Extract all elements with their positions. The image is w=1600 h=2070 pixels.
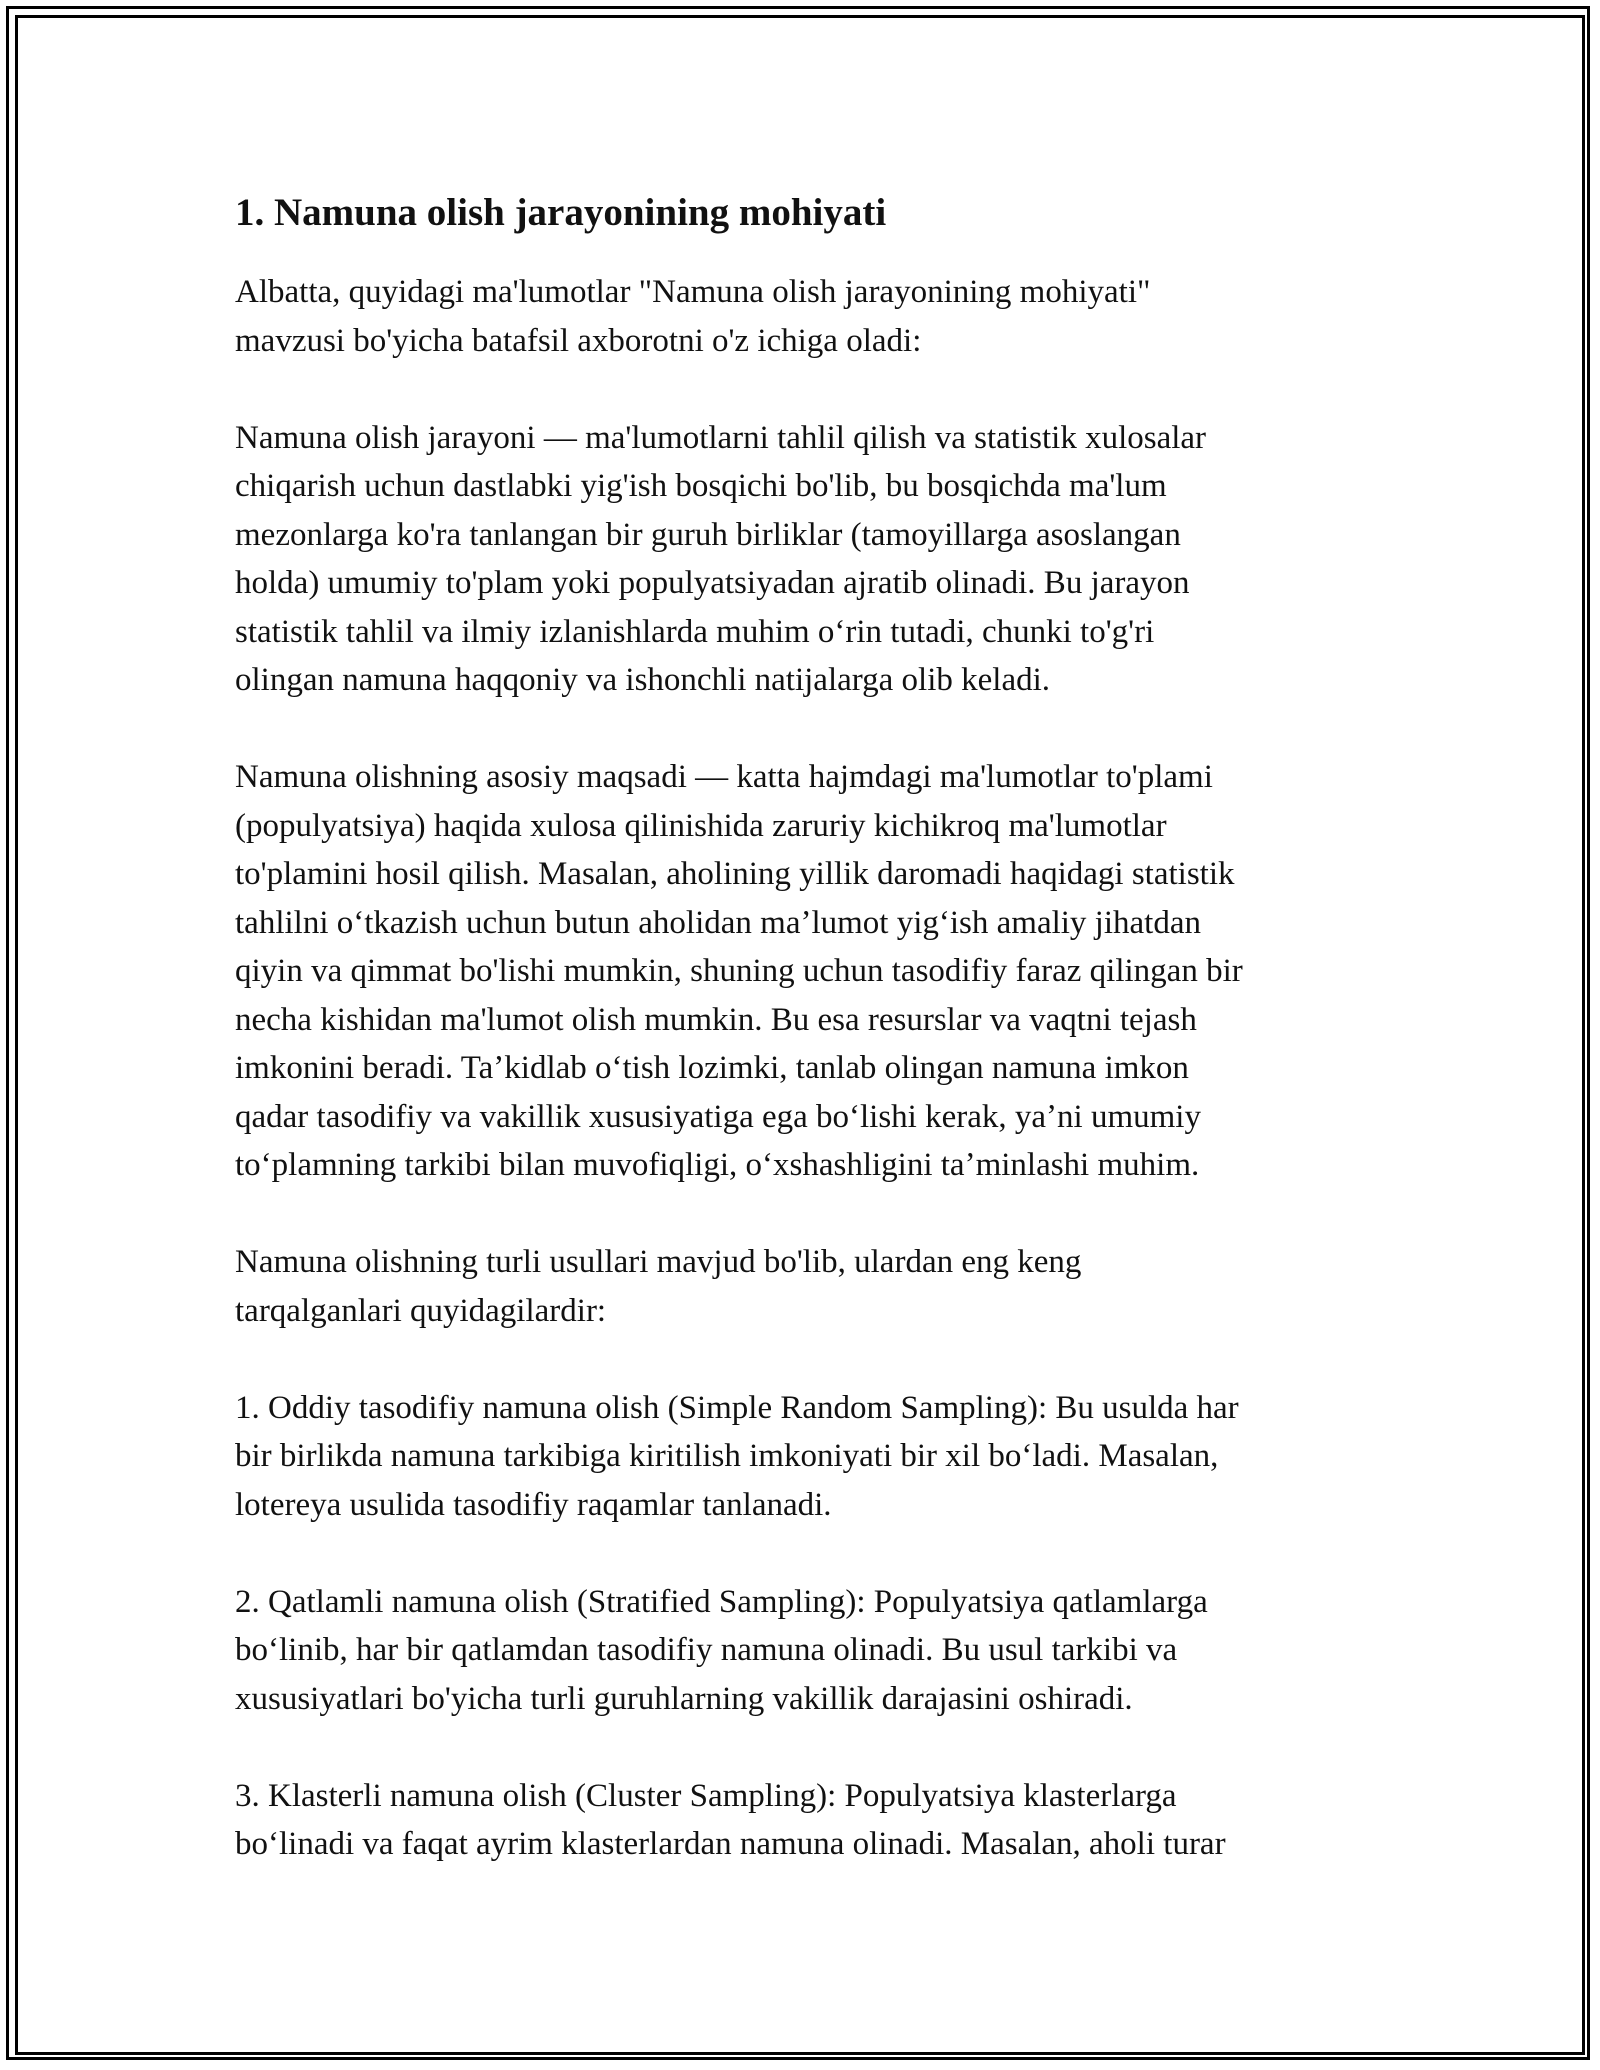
text-line: olingan namuna haqqoniy va ishonchli natijalarga olib keladi. bbox=[235, 662, 1051, 698]
text-line: xususiyatlari bo'yicha turli guruhlarning vakillik darajasini oshiradi. bbox=[235, 1680, 1133, 1717]
paragraph-definition bbox=[235, 414, 1375, 705]
text-line: boʻlinadi va faqat ayrim klasterlardan namuna olinadi. Masalan, aholi turar bbox=[235, 1826, 1226, 1862]
text-line: necha kishidan ma'lumot olish mumkin. Bu esa resurslar va vaqtni tejash bbox=[235, 1001, 1197, 1038]
text-line: tarqalganlari quyidagilardir: bbox=[235, 1292, 607, 1329]
text-line: holda) umumiy to'plam yoki populyatsiyadan ajratib olinadi. Bu jarayon bbox=[235, 565, 1190, 601]
text-line: imkonini beradi. Taʼkidlab oʻtish lozimki, tanlab olingan namuna imkon bbox=[235, 1050, 1189, 1086]
text-line: qiyin va qimmat bo'lishi mumkin, shuning uchun tasodifiy faraz qilingan bir bbox=[235, 953, 1243, 989]
text-line: Namuna olish jarayoni — ma'lumotlarni tahlil qilish va statistik xulosalar bbox=[235, 419, 1207, 456]
text-line: (populyatsiya) haqida xulosa qilinishida zaruriy kichikroq ma'lumotlar bbox=[235, 807, 1167, 844]
paragraph-methods-intro bbox=[235, 1238, 1375, 1335]
text-line: Namuna olishning turli usullari mavjud bo'lib, ulardan eng keng bbox=[235, 1244, 1082, 1280]
paragraph-cluster bbox=[235, 1772, 1375, 1869]
text-line: tahlilni oʻtkazish uchun butun aholidan maʼlumot yigʻish amaliy jihatdan bbox=[235, 904, 1201, 941]
document-title: 1. Namuna olish jarayonining mohiyati bbox=[235, 191, 887, 234]
text-line: qadar tasodifiy va vakillik xususiyatiga ega boʻlishi kerak, yaʼni umumiy bbox=[235, 1098, 1201, 1135]
document-body bbox=[235, 186, 1375, 1869]
text-line: 1. Oddiy tasodifiy namuna olish (Simple Random Sampling): Bu usulda har bbox=[235, 1389, 1239, 1426]
text-line: 3. Klasterli namuna olish (Cluster Sampling): Populyatsiya klasterlarga bbox=[235, 1777, 1177, 1814]
text-line: statistik tahlil va ilmiy izlanishlarda muhim oʻrin tutadi, chunki to'g'ri bbox=[235, 613, 1155, 650]
text-line: lotereya usulida tasodifiy raqamlar tanlanadi. bbox=[235, 1486, 832, 1523]
paragraph-stratified bbox=[235, 1578, 1375, 1724]
paragraph-intro bbox=[235, 268, 1375, 365]
text-line: to'plamini hosil qilish. Masalan, aholining yillik daromadi haqidagi statistik bbox=[235, 856, 1235, 892]
text-line: toʻplamning tarkibi bilan muvofiqligi, oʻxshashligini taʼminlashi muhim. bbox=[235, 1147, 1200, 1183]
paragraph-purpose bbox=[235, 753, 1375, 1190]
paragraph-simple-random bbox=[235, 1384, 1375, 1530]
text-line: mavzusi bo'yicha batafsil axborotni o'z ichiga oladi: bbox=[235, 322, 922, 359]
text-line: 2. Qatlamli namuna olish (Stratified Sampling): Populyatsiya qatlamlarga bbox=[235, 1583, 1208, 1620]
text-line: chiqarish uchun dastlabki yig'ish bosqichi bo'lib, bu bosqichda ma'lum bbox=[235, 468, 1167, 504]
text-line: boʻlinib, har bir qatlamdan tasodifiy namuna olinadi. Bu usul tarkibi va bbox=[235, 1632, 1178, 1668]
text-line: Namuna olishning asosiy maqsadi — katta hajmdagi ma'lumotlar to'plami bbox=[235, 759, 1213, 795]
text-line: bir birlikda namuna tarkibiga kiritilish imkoniyati bir xil boʻladi. Masalan, bbox=[235, 1438, 1219, 1474]
text-line: Albatta, quyidagi ma'lumotlar "Namuna olish jarayonining mohiyati" bbox=[235, 274, 1151, 310]
text-line: mezonlarga ko'ra tanlangan bir guruh birliklar (tamoyillarga asoslangan bbox=[235, 516, 1181, 553]
